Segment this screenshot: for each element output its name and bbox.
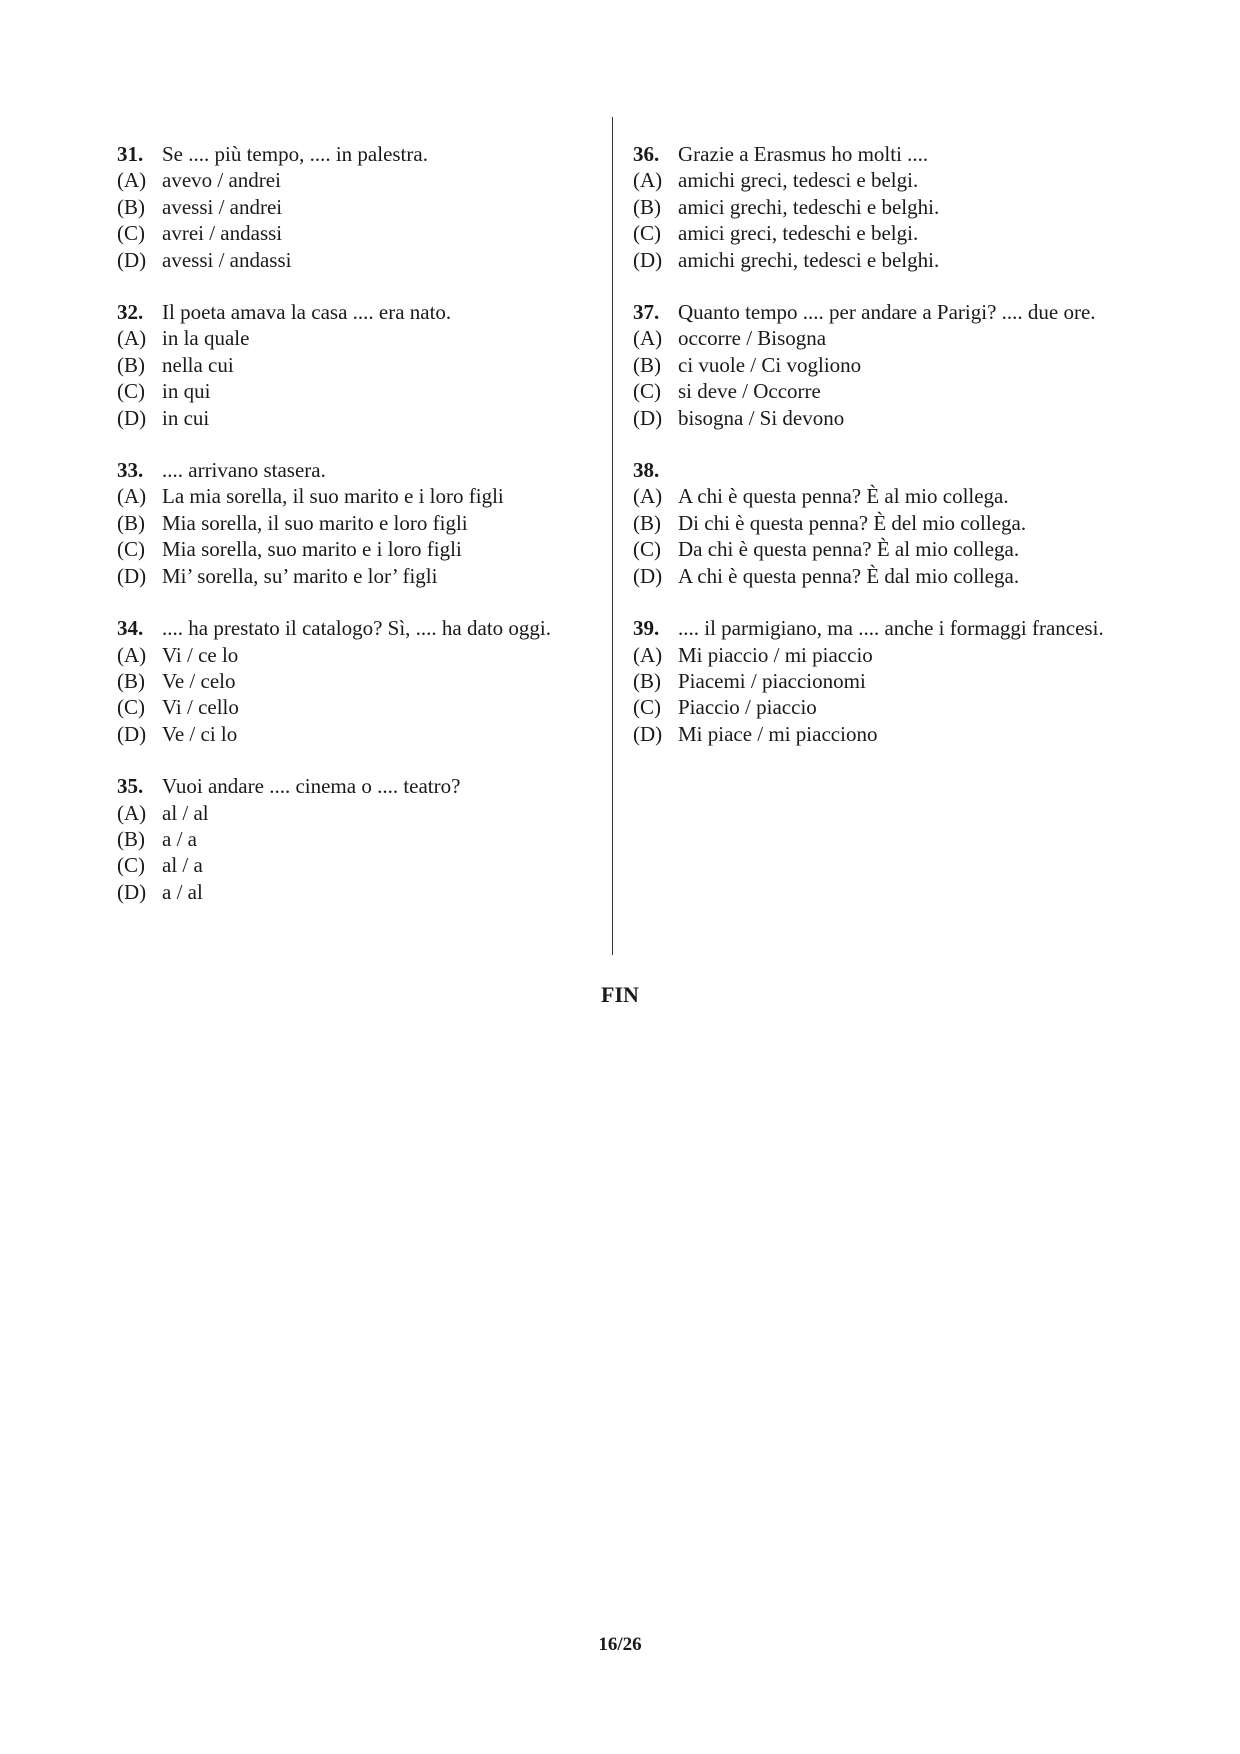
question-text: Grazie a Erasmus ho molti .... xyxy=(678,142,929,166)
option-letter: (D) xyxy=(633,563,663,588)
option xyxy=(633,194,1111,220)
option-letter: (B) xyxy=(633,510,661,535)
question-text xyxy=(678,457,1111,483)
option xyxy=(117,378,587,404)
option-letter: (A) xyxy=(633,484,663,509)
question-stem xyxy=(117,141,587,167)
question-text: Il poeta amava la casa .... era nato. xyxy=(162,300,452,325)
option xyxy=(117,800,587,826)
question-text: Se .... più tempo, .... in palestra. xyxy=(162,142,428,166)
option-letter: (C) xyxy=(117,537,145,562)
question-number: 32. xyxy=(117,300,144,325)
question xyxy=(633,141,1111,273)
option-letter: (A) xyxy=(117,642,147,667)
question-text: Vuoi andare .... cinema o .... teatro? xyxy=(162,774,461,799)
option-text: Ve / ci lo xyxy=(162,721,238,746)
option xyxy=(633,536,1111,562)
option xyxy=(117,563,587,589)
question xyxy=(117,457,587,589)
option xyxy=(633,325,1111,351)
question-number: 38. xyxy=(633,458,660,483)
option-letter: (C) xyxy=(633,221,661,246)
option-text: in qui xyxy=(162,379,211,404)
option xyxy=(117,483,587,509)
option xyxy=(633,721,1111,747)
option-text: in cui xyxy=(162,405,210,430)
option-text: Vi / ce lo xyxy=(162,642,239,667)
option xyxy=(633,352,1111,378)
option-letter: (D) xyxy=(117,879,147,904)
option xyxy=(117,194,587,220)
question-number: 31. xyxy=(117,142,144,166)
question-text: .... ha prestato il catalogo? Sì, .... ha dato oggi. xyxy=(162,616,551,641)
option-letter: (D) xyxy=(117,247,147,272)
option-letter: (A) xyxy=(117,800,147,825)
end-marker: FIN xyxy=(601,982,639,1007)
question-text: .... il parmigiano, ma .... anche i formaggi francesi. xyxy=(678,616,1104,641)
option xyxy=(117,220,587,246)
option xyxy=(117,510,587,536)
option-letter: (B) xyxy=(117,194,145,219)
option-text: in la quale xyxy=(162,326,250,351)
option xyxy=(633,378,1111,404)
option xyxy=(633,642,1111,668)
option xyxy=(117,879,587,905)
option xyxy=(633,405,1111,431)
question xyxy=(117,141,587,273)
question-stem xyxy=(633,457,1111,483)
option-text: al / a xyxy=(162,853,203,878)
option-text: Piaccio / piaccio xyxy=(678,695,817,720)
option-text: Mi piaccio / mi piaccio xyxy=(678,642,873,667)
option-text: bisogna / Si devono xyxy=(678,405,845,430)
left-column xyxy=(117,141,587,931)
option xyxy=(117,668,587,694)
option-text: avevo / andrei xyxy=(162,168,281,193)
question-stem xyxy=(633,615,1111,641)
option-text: Piacemi / piaccionomi xyxy=(678,668,866,693)
option-text: amichi greci, tedesci e belgi. xyxy=(678,168,919,193)
option-letter: (C) xyxy=(117,379,145,404)
question-stem xyxy=(117,457,587,483)
option-letter: (C) xyxy=(117,853,145,878)
option-text: Ve / celo xyxy=(162,668,236,693)
question-number: 34. xyxy=(117,616,144,641)
right-column xyxy=(633,141,1111,773)
question xyxy=(633,457,1111,589)
option-letter: (B) xyxy=(633,194,661,219)
option xyxy=(633,247,1111,273)
option-text: Da chi è questa penna? È al mio collega. xyxy=(678,537,1020,562)
option-letter: (C) xyxy=(633,379,661,404)
option-text: occorre / Bisogna xyxy=(678,326,827,351)
question xyxy=(633,615,1111,747)
option-letter: (A) xyxy=(117,484,147,509)
option-letter: (B) xyxy=(633,352,661,377)
option-text: Mi’ sorella, su’ marito e lor’ figli xyxy=(162,563,438,588)
option-text: Mia sorella, il suo marito e loro figli xyxy=(162,510,468,535)
option xyxy=(633,483,1111,509)
question xyxy=(117,299,587,431)
option-letter: (C) xyxy=(117,221,145,246)
option-letter: (D) xyxy=(117,405,147,430)
option-text: amichi grechi, tedesci e belghi. xyxy=(678,247,940,272)
option xyxy=(117,694,587,720)
question-text: Quanto tempo .... per andare a Parigi? .... due ore. xyxy=(678,300,1096,325)
option-letter: (A) xyxy=(633,168,663,193)
question-stem xyxy=(117,773,587,799)
option-letter: (A) xyxy=(633,326,663,351)
option-text: Mia sorella, suo marito e i loro figli xyxy=(162,537,462,562)
option xyxy=(633,694,1111,720)
option-letter: (D) xyxy=(633,405,663,430)
option-letter: (D) xyxy=(633,247,663,272)
option-letter: (D) xyxy=(117,563,147,588)
option xyxy=(633,220,1111,246)
option-text: nella cui xyxy=(162,352,234,377)
option xyxy=(117,852,587,878)
option-text: avessi / andrei xyxy=(162,194,283,219)
question-number: 36. xyxy=(633,142,660,166)
option-letter: (A) xyxy=(117,326,147,351)
option xyxy=(117,405,587,431)
question xyxy=(633,299,1111,431)
question-text: .... arrivano stasera. xyxy=(162,458,326,483)
question-stem xyxy=(633,141,1111,167)
option-text: A chi è questa penna? È al mio collega. xyxy=(678,484,1009,509)
option-text: Di chi è questa penna? È del mio collega. xyxy=(678,510,1027,535)
option-letter: (B) xyxy=(117,352,145,377)
question-stem xyxy=(633,299,1111,325)
option-letter: (D) xyxy=(117,721,147,746)
question-number: 37. xyxy=(633,300,660,325)
question-number: 35. xyxy=(117,774,144,799)
option xyxy=(117,167,587,193)
option-text: ci vuole / Ci vogliono xyxy=(678,352,862,377)
option-letter: (C) xyxy=(633,695,661,720)
column-divider xyxy=(612,117,613,955)
option xyxy=(117,642,587,668)
option-text: amici grechi, tedeschi e belghi. xyxy=(678,194,940,219)
option xyxy=(633,563,1111,589)
option-text: al / al xyxy=(162,800,209,825)
option-letter: (B) xyxy=(117,668,145,693)
option-text: A chi è questa penna? È dal mio collega. xyxy=(678,563,1020,588)
option-text: Vi / cello xyxy=(162,695,239,720)
question-stem xyxy=(117,299,587,325)
option-text: Mi piace / mi piacciono xyxy=(678,721,878,746)
option xyxy=(117,826,587,852)
option xyxy=(117,721,587,747)
option xyxy=(117,352,587,378)
option xyxy=(633,510,1111,536)
option-letter: (B) xyxy=(117,826,145,851)
option-text: La mia sorella, il suo marito e i loro figli xyxy=(162,484,504,509)
option xyxy=(633,167,1111,193)
question xyxy=(117,615,587,747)
option-letter: (A) xyxy=(633,642,663,667)
question-number: 39. xyxy=(633,616,660,641)
question-number: 33. xyxy=(117,458,144,483)
option-letter: (D) xyxy=(633,721,663,746)
question xyxy=(117,773,587,905)
option-text: avessi / andassi xyxy=(162,247,292,272)
option-letter: (B) xyxy=(117,510,145,535)
option xyxy=(633,668,1111,694)
option-text: a / a xyxy=(162,826,197,851)
option-letter: (B) xyxy=(633,668,661,693)
option-text: avrei / andassi xyxy=(162,221,283,246)
option-text: a / al xyxy=(162,879,203,904)
option xyxy=(117,325,587,351)
page-number: 16/26 xyxy=(598,1634,642,1655)
option-letter: (C) xyxy=(633,537,661,562)
option-letter: (A) xyxy=(117,168,147,193)
option xyxy=(117,247,587,273)
option-text: si deve / Occorre xyxy=(678,379,821,404)
option-text: amici greci, tedeschi e belgi. xyxy=(678,221,919,246)
option xyxy=(117,536,587,562)
option-letter: (C) xyxy=(117,695,145,720)
question-stem xyxy=(117,615,587,641)
